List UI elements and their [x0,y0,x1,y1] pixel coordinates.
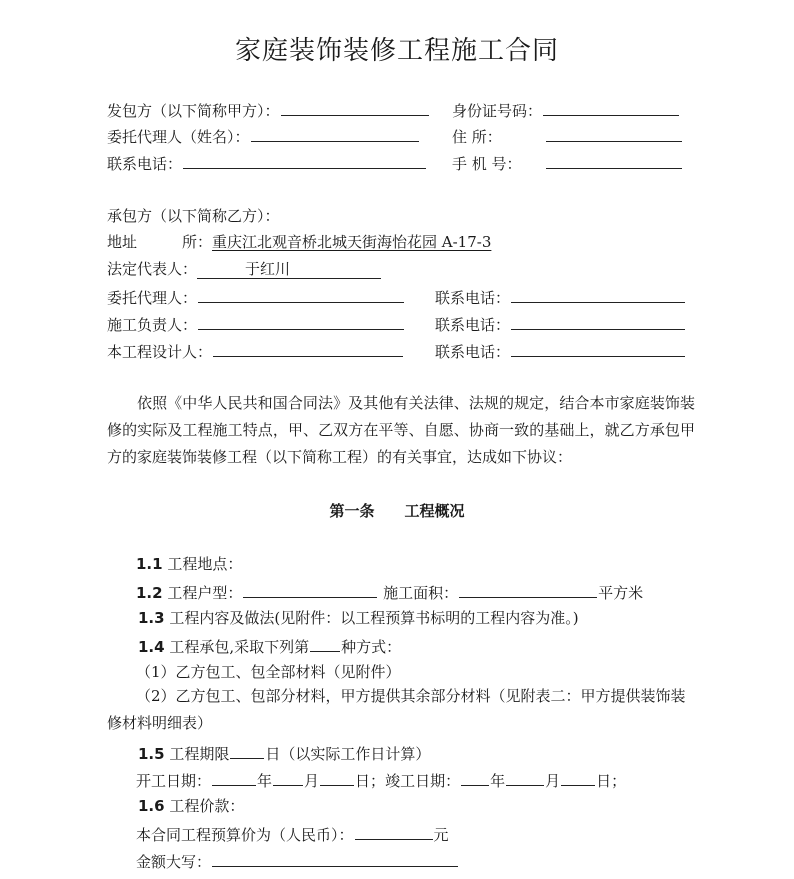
party-a-address-field[interactable] [546,125,682,142]
price-label: 本合同工程预算价为（人民币）： [136,826,354,844]
item-1-4-text-a: 工程承包,采取下列第 [169,638,310,656]
party-b-legal-rep-row [107,259,381,279]
item-1-1-number: 1.1 [136,555,163,573]
party-b-lead-row [107,313,405,333]
item-1-6-text: 工程价款： [169,797,245,815]
party-b-agent-phone-row [435,286,686,306]
party-b-address-value: 重庆江北观音桥北城天街海怡花园 A-17-3 [212,233,492,251]
party-a-row [107,99,430,119]
amount-words-field[interactable] [212,850,458,867]
party-b-legal-rep-label: 法定代表人： [107,260,198,278]
party-a-label: 发包方（以下简称甲方）： [107,102,280,120]
price-field[interactable] [355,823,433,840]
item-1-5-number: 1.5 [138,745,165,763]
end-day-field[interactable] [561,769,595,786]
party-a-phone-field[interactable] [183,152,426,169]
item-1-3 [138,608,579,628]
party-b-agent-phone-label: 联系电话： [435,289,511,307]
start-month-field[interactable] [273,769,303,786]
start-year-unit: 年 [257,772,273,790]
item-1-5 [138,742,430,762]
party-a-id-field[interactable] [543,99,679,116]
party-b-agent-phone-field[interactable] [511,286,685,303]
party-b-agent-field[interactable] [198,286,404,303]
item-1-3-number: 1.3 [138,609,165,627]
end-day-unit: 日； [596,772,627,790]
party-b-address-row [107,232,491,252]
party-b-address-label: 地址 所： [107,233,213,251]
party-b-agent-row [107,286,405,306]
item-1-1 [136,554,242,574]
party-b-designer-field[interactable] [213,340,403,357]
party-b-label: 承包方（以下简称乙方）： [107,207,280,225]
option-2: （2）乙方包工、包部分材料，甲方提供其余部分材料（见附表二：甲方提供装饰装修材料明细表） [107,687,686,732]
party-a-mobile-row [452,152,683,172]
amount-row [136,850,459,870]
party-b-designer-phone-label: 联系电话： [435,343,511,361]
party-b-lead-field[interactable] [198,313,404,330]
item-1-6 [138,796,244,816]
party-b-lead-phone-row [435,313,686,333]
party-b-lead-phone-label: 联系电话： [435,316,511,334]
contract-mode-field[interactable] [310,635,340,652]
start-day-unit: 日； [355,772,386,790]
party-a-name-field[interactable] [281,99,429,116]
party-b-agent-label: 委托代理人： [107,289,198,307]
party-a-address-label: 住 所： [452,128,502,146]
dates-row [136,769,626,789]
end-year-field[interactable] [461,769,489,786]
party-b-designer-label: 本工程设计人： [107,343,213,361]
party-a-agent-row [107,125,420,145]
party-a-id-row [452,99,680,119]
party-b-designer-phone-field[interactable] [511,340,685,357]
party-a-phone-label: 联系电话： [107,155,183,173]
area-field[interactable] [459,581,597,598]
item-1-2-area-label: 施工面积： [383,584,459,602]
item-1-1-text: 工程地点： [167,555,243,573]
start-month-unit: 月 [304,772,320,790]
party-b-designer-row [107,340,404,360]
start-date-label: 开工日期： [136,772,212,790]
intro-paragraph: 依照《中华人民共和国合同法》及其他有关法律、法规的规定，结合本市家庭装饰装修的实际及工程施工特点，甲、乙双方在平等、自愿、协商一致的基础上，就乙方承包甲方的家庭装饰装修工程（以下简称工程）的有关事宜，达成如下协议： [107,394,695,466]
item-1-2-unit: 平方米 [598,584,644,602]
party-a-agent-field[interactable] [251,125,419,142]
party-b-lead-label: 施工负责人： [107,316,198,334]
item-1-2-number: 1.2 [136,584,163,602]
party-a-id-label: 身份证号码： [452,102,543,120]
article-1-heading: 第一条 工程概况 [329,502,465,520]
item-1-3-text: 工程内容及做法(见附件：以工程预算书标明的工程内容为准。) [169,609,579,627]
item-1-2 [136,581,643,601]
party-b-lead-phone-field[interactable] [511,313,685,330]
end-date-label: 竣工日期： [385,772,461,790]
house-type-field[interactable] [243,581,377,598]
end-year-unit: 年 [490,772,506,790]
document-title: 家庭装饰装修工程施工合同 [234,36,559,66]
item-1-4 [138,635,401,655]
item-1-5-text-a: 工程期限 [169,745,230,763]
price-row [136,823,449,843]
option-1: （1）乙方包工、包全部材料（见附件） [136,663,401,681]
party-b-legal-rep-value: 于红川 [245,260,291,278]
party-a-mobile-field[interactable] [546,152,682,169]
end-month-unit: 月 [545,772,561,790]
start-year-field[interactable] [212,769,256,786]
party-b-designer-phone-row [435,340,686,360]
price-unit: 元 [433,826,449,844]
item-1-5-text-b: 日（以实际工作日计算） [265,745,431,763]
party-a-address-row [452,125,683,145]
party-a-phone-row [107,152,427,172]
item-1-2-text: 工程户型： [167,584,243,602]
party-a-agent-label: 委托代理人（姓名）： [107,128,250,146]
item-1-4-text-b: 种方式： [341,638,402,656]
party-b-legal-rep-field[interactable] [197,260,381,279]
party-a-mobile-label: 手 机 号： [452,155,522,173]
end-month-field[interactable] [506,769,544,786]
duration-days-field[interactable] [230,742,264,759]
start-day-field[interactable] [320,769,354,786]
amount-label: 金额大写： [136,853,212,871]
item-1-6-number: 1.6 [138,797,165,815]
item-1-4-number: 1.4 [138,638,165,656]
